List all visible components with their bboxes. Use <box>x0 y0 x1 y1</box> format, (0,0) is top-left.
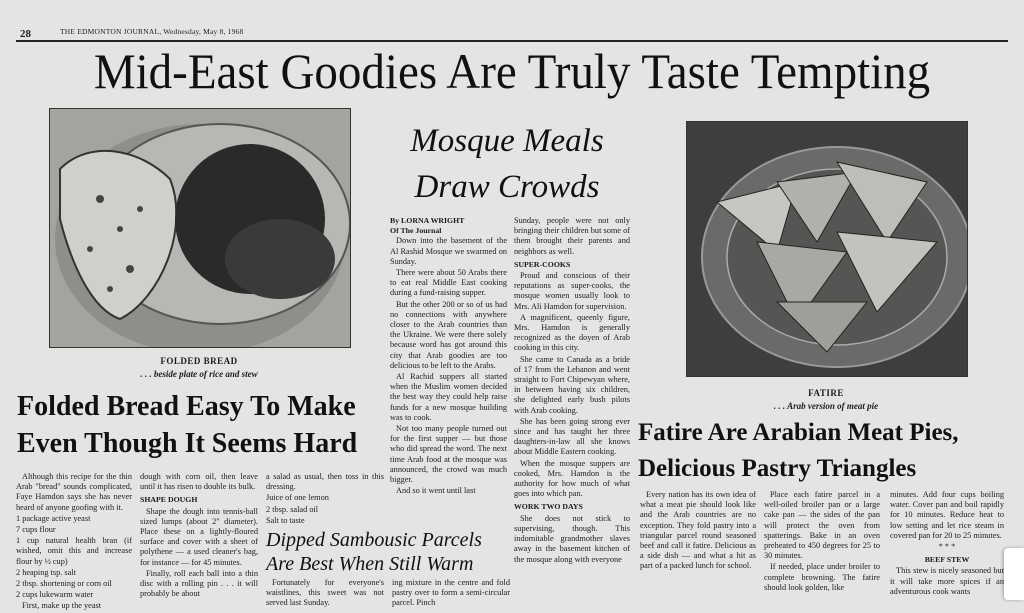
ingredient: 1 package active yeast <box>16 513 91 523</box>
ingredient: 2 tbsp. salad oil <box>266 504 319 514</box>
mosque-headline-1: Mosque Meals <box>410 123 604 159</box>
paragraph: Proud and conscious of their reputations as super-cooks, the mosque women usually look to Mrs. Ali Hamdon for supervision. <box>514 271 630 311</box>
fatire-column-1 <box>640 490 756 573</box>
paragraph: Finally, roll each ball into a thin disc with a rolling pin . . . it will probably be about <box>140 568 258 599</box>
sambousic-column-1 <box>266 578 384 610</box>
folded-bread-caption-sub: . . . beside plate of rice and stew <box>140 369 258 379</box>
paragraph: If needed, place under broiler to complete browning. The fatire should look golden, like <box>764 562 880 592</box>
paragraph: And so it went until last <box>396 486 476 496</box>
paragraph: Place each fatire parcel in a well-oiled broiler pan or a large cake pan — the sides of the pan will protect the oven from spatterings. Bake in an oven preheated to 450 degrees for 25 to 30 minutes. <box>764 490 880 561</box>
folded-bread-image <box>50 109 350 347</box>
subhead: SUPER-COOKS <box>514 259 571 269</box>
ingredient: 2 heaping tsp. salt <box>16 567 76 577</box>
byline: By LORNA WRIGHT <box>390 216 465 225</box>
sambousic-headline-2: Are Best When Still Warm <box>266 553 474 575</box>
ingredient: 2 tbsp. shortening or corn oil <box>16 579 112 589</box>
paragraph: She does not stick to supervising, though. This indomitable grandmother slaves away in the basement kitchen of the mosque along with everyone <box>514 513 630 564</box>
paragraph: a salad as usual, then toss in this dressing. <box>266 472 384 492</box>
paragraph: Sunday, people were not only bringing their children but some of them brought their parents and neighbors as well. <box>514 216 630 256</box>
paragraph: Fortunately for everyone's waistlines, this sweet was not served last Sunday. <box>266 578 384 608</box>
subhead: BEEF STEW <box>924 555 970 565</box>
publication-line: THE EDMONTON JOURNAL, Wednesday, May 8, 1968 <box>60 27 244 36</box>
paragraph: A magnificent, queenly figure, Mrs. Hamdon is generally recognized as the doyen of Arab cooking in this city. <box>514 312 630 353</box>
ingredient: 2 cups lukewarm water <box>16 590 94 600</box>
paragraph: Shape the dough into tennis-ball sized lumps (about 2" diameter). Place these on a lightly-floured surface and cover with a sheet of polythene — a used cleaner's bag, for instance — for 45 minutes. <box>140 506 258 567</box>
fatire-headline-2: Delicious Pastry Triangles <box>638 455 917 482</box>
fatire-caption-title: FATIRE <box>808 388 844 398</box>
mosque-column-1 <box>390 216 507 516</box>
paragraph: There were about 50 Arabs there to eat real Middle East cooking during a fund-raising supper. <box>390 268 507 298</box>
ingredient: Salt to taste <box>266 515 305 525</box>
folded-bread-column-2 <box>140 472 258 600</box>
paragraph: minutes. Add four cups boiling water. Cover pan and boil rapidly for 10 minutes. Reduce heat to low setting and let rice steam in covered pan for 20 to 25 minutes. <box>890 490 1004 540</box>
scroll-edge-tab[interactable] <box>1004 548 1024 600</box>
mosque-column-2 <box>514 216 630 603</box>
paragraph: dough with corn oil, then leave until it has risen to double its bulk. <box>140 472 258 492</box>
ingredient: 1 cup natural health bran (if wished, omit this and increase flour by ½ cup) <box>16 536 132 566</box>
fatire-column-3 <box>890 490 1004 598</box>
paragraph: Although this recipe for the thin Arab "bread" sounds complicated, Faye Hamdon says she has never heard of anyone goofing with it. <box>16 472 132 512</box>
paragraph: ing mixture in the centre and fold pastry over to form a semi-circular parcel. Pinch <box>392 578 510 608</box>
folded-bread-column-1 <box>16 472 132 613</box>
paragraph: She has been going strong ever since and has taught her three daughters-in-law all she knows about Middle Eastern cooking. <box>514 416 630 457</box>
page-headline: Mid-East Goodies Are Truly Taste Tempting <box>93 43 931 99</box>
subhead: SHAPE DOUGH <box>140 495 198 505</box>
separator: * * * <box>938 542 956 552</box>
folded-bread-column-3 <box>266 472 384 527</box>
paragraph: First, make up the yeast <box>22 601 102 611</box>
masthead-rule <box>16 40 1008 42</box>
folded-bread-headline-1: Folded Bread Easy To Make <box>17 391 356 422</box>
sambousic-column-2 <box>392 578 510 610</box>
fatire-caption-sub: . . . Arab version of meat pie <box>773 401 879 411</box>
subhead: WORK TWO DAYS <box>514 502 583 512</box>
fatire-column-2 <box>764 490 880 594</box>
paragraph: Not too many people turned out for the first supper — but those who did spread the word. The next time Arab food at the mosque was announced, the crowd was much bigger. <box>390 424 507 485</box>
folded-bread-caption-title: FOLDED BREAD <box>160 356 238 366</box>
paragraph: Al Rachid suppers all started when the Muslim women decided the best way they could help raise funds for a new mosque building was to cook. <box>390 372 507 422</box>
paragraph: But the other 200 or so of us had no connections with anywhere closer to the Arab countries than the Ukraine. We were there solely because word has got around this city that Arab goodies are too delicious to be left to the Arabs. <box>390 299 507 370</box>
folded-bread-photo <box>49 108 351 348</box>
mosque-headline-2: Draw Crowds <box>414 169 600 205</box>
fatire-photo <box>686 121 968 377</box>
paragraph: Every nation has its own idea of what a meat pie should look like and the Arab countries are no exception. They fold pastry into a triangular parcel round seasoned beef and call it fatire. Delicious as a side dish — and what a hit as part of a packed lunch for school. <box>640 490 756 571</box>
paragraph: She came to Canada as a bride of 17 from the Lebanon and went straight to Fort Chipewyan where, in between having six children, she delighted early bush pilots with Arab cooking. <box>514 354 630 415</box>
ingredient: 7 cups flour <box>16 525 56 535</box>
paragraph: When the mosque suppers are cooked, Mrs. Hamdon is the authority for how much of what goes into which pan. <box>514 458 630 499</box>
paragraph: This stew is nicely seasoned but it will take more spices if an adventurous cook wants <box>890 566 1004 596</box>
fatire-image <box>687 122 967 376</box>
byline-sub: Of The Journal <box>390 226 442 236</box>
page-number: 28 <box>20 28 31 40</box>
ingredient: Juice of one lemon <box>266 493 329 503</box>
fatire-headline-1: Fatire Are Arabian Meat Pies, <box>638 419 959 446</box>
sambousic-headline-1: Dipped Sambousic Parcels <box>266 529 482 551</box>
paragraph: Down into the basement of the Al Rashid Mosque we swarmed on Sunday. <box>390 236 507 266</box>
folded-bread-headline-2: Even Though It Seems Hard <box>17 428 358 459</box>
